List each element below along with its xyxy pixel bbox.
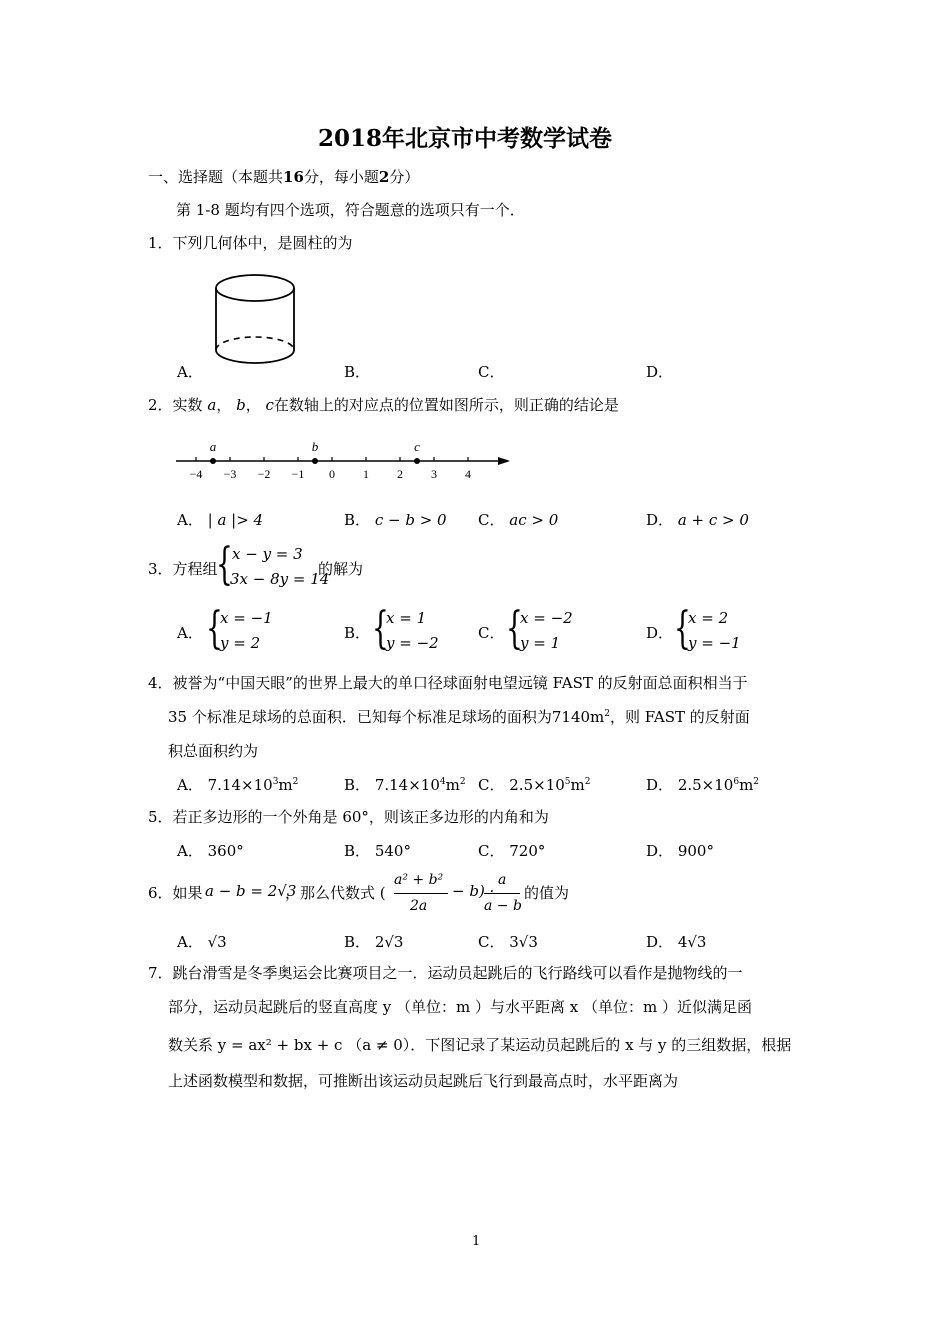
q2-option-d: D． a + c > 0: [646, 511, 749, 529]
number-line-tick-label: 2: [397, 467, 403, 481]
q6-frac1-numerator: a² + b²: [394, 872, 444, 888]
q1-option-a: A．: [177, 363, 203, 381]
q2-option-c: C． ac > 0: [478, 511, 559, 529]
page-title: 2018年北京市中考数学试卷: [318, 125, 613, 152]
cylinder-bottom-back: [216, 337, 294, 350]
q4-option-c: C． $2.5\times 10^5m^2$: [478, 776, 591, 794]
q6-condition: a − b = 2√3: [205, 882, 297, 900]
q5-option-a: A． 360°: [177, 842, 244, 860]
q3-eq1: x − y = 3: [232, 545, 303, 563]
q6-frac1-denominator: 2a: [410, 898, 428, 914]
number-line-tick-label: 1: [363, 467, 369, 481]
q2-stem: 2．实数 a， b， c在数轴上的对应点的位置如图所示，则正确的结论是: [148, 396, 619, 414]
q3-stem-end: 的解为: [318, 560, 364, 578]
q7-line1: 7．跳台滑雪是冬季奥运会比赛项目之一．运动员起跳后的飞行路线可以看作是抛物线的一: [148, 964, 743, 982]
q3-option-b-line1: x = 1: [386, 609, 427, 627]
q2-option-a: A． | a |> 4: [177, 511, 264, 529]
q3-option-a-line2: y = 2: [220, 634, 261, 652]
number-line-point-a: [210, 458, 216, 464]
q3-option-a-brace: {: [206, 603, 223, 654]
q3-option-d-brace: {: [674, 603, 691, 654]
q3-option-b-brace: {: [372, 603, 389, 654]
q6-option-c: C． 3√3: [478, 933, 538, 951]
q5-stem: 5．若正多边形的一个外角是 60°，则该正多边形的内角和为: [148, 808, 549, 826]
number-line-tick-label: 0: [329, 467, 335, 481]
q4-option-a: A． $7.14\times 10^3m^2$: [177, 776, 299, 794]
cylinder-bottom-front: [216, 350, 294, 363]
number-line-tick-label: −4: [189, 467, 203, 481]
number-line-point-c: [414, 458, 420, 464]
q3-option-d-line1: x = 2: [688, 609, 729, 627]
cylinder-figure: [213, 272, 301, 368]
q4-line1: 4．被誉为“中国天眼”的世界上最大的单口径球面射电望远镜 FAST 的反射面总面积相当于: [148, 674, 748, 692]
cylinder-top: [216, 275, 294, 301]
q6-frac2-numerator: a: [498, 872, 507, 888]
q5-option-c: C． 720°: [478, 842, 546, 860]
section-heading: 一、选择题（本题共16分，每小题2分）: [148, 168, 420, 186]
q3-eq2: 3x − 8y = 14: [230, 570, 330, 588]
q2-option-b: B． c − b > 0: [344, 511, 447, 529]
q6-frac1-bar: [394, 893, 448, 894]
q3-option-a-label: A．: [177, 624, 203, 642]
q4-line2: 35 个标准足球场的总面积．已知每个标准足球场的面积为$7140m^2$，则 FAST 的反射面: [168, 708, 750, 726]
q6-frac2-denominator: a − b: [484, 898, 522, 914]
number-line-tick-label: −2: [257, 467, 271, 481]
q3-option-c-line1: x = −2: [520, 609, 573, 627]
number-line-arrow: [498, 457, 510, 465]
q4-option-b: B． $7.14\times 10^4m^2$: [344, 776, 466, 794]
number-line-point-label: b: [311, 439, 319, 454]
q3-number: 3．方程组: [148, 560, 218, 578]
number-line-point-label: a: [209, 439, 217, 454]
number-line-point-label: c: [414, 439, 420, 454]
q3-option-a-line1: x = −1: [220, 609, 273, 627]
q4-line3: 积总面积约为: [168, 742, 259, 760]
q3-brace: {: [216, 539, 233, 590]
number-line-tick-label: 4: [465, 467, 471, 481]
q6-stem-b: ，那么代数式 (: [285, 884, 386, 902]
number-line-figure: [170, 436, 515, 488]
q1-option-b: B．: [344, 363, 371, 381]
number-line-tick-label: −3: [223, 467, 237, 481]
q6-frac2-bar: [484, 893, 520, 894]
q6-mid: − b) ·: [452, 882, 495, 900]
q3-option-d-label: D．: [646, 624, 674, 642]
q6-option-b: B． 2√3: [344, 933, 404, 951]
q7-line4: 上述函数模型和数据，可推断出该运动员起跳后飞行到最高点时，水平距离为: [168, 1072, 679, 1090]
q3-option-d-line2: y = −1: [688, 634, 741, 652]
q3-option-c-line2: y = 1: [520, 634, 561, 652]
section-instruction: 第 1-8 题均有四个选项，符合题意的选项只有一个．: [176, 201, 525, 219]
q4-option-d: D． $2.5\times 10^6m^2$: [646, 776, 760, 794]
q6-option-a: A． √3: [177, 933, 227, 951]
number-line-tick-label: 3: [431, 467, 437, 481]
q7-line3: 数关系 y = ax² + bx + c （a ≠ 0）．下图记录了某运动员起跳后的 x 与 y 的三组数据，根据: [168, 1036, 792, 1054]
q6-option-d: D． 4√3: [646, 933, 707, 951]
q6-stem-c: 的值为: [524, 884, 570, 902]
q3-option-c-brace: {: [506, 603, 523, 654]
q1-stem: 1．下列几何体中，是圆柱的为: [148, 234, 353, 252]
q6-stem-a: 6．如果: [148, 884, 203, 902]
q7-line2: 部分，运动员起跳后的竖直高度 y （单位：m ）与水平距离 x （单位：m ）近似满足函: [168, 998, 752, 1016]
q5-option-b: B． 540°: [344, 842, 411, 860]
q5-option-d: D． 900°: [646, 842, 714, 860]
number-line-point-b: [312, 458, 318, 464]
number-line-tick-label: −1: [291, 467, 305, 481]
q3-option-b-line2: y = −2: [386, 634, 439, 652]
page-number: 1: [472, 1234, 481, 1249]
q1-option-d: D．: [646, 363, 674, 381]
q3-option-b-label: B．: [344, 624, 371, 642]
q3-option-c-label: C．: [478, 624, 505, 642]
q1-option-c: C．: [478, 363, 505, 381]
